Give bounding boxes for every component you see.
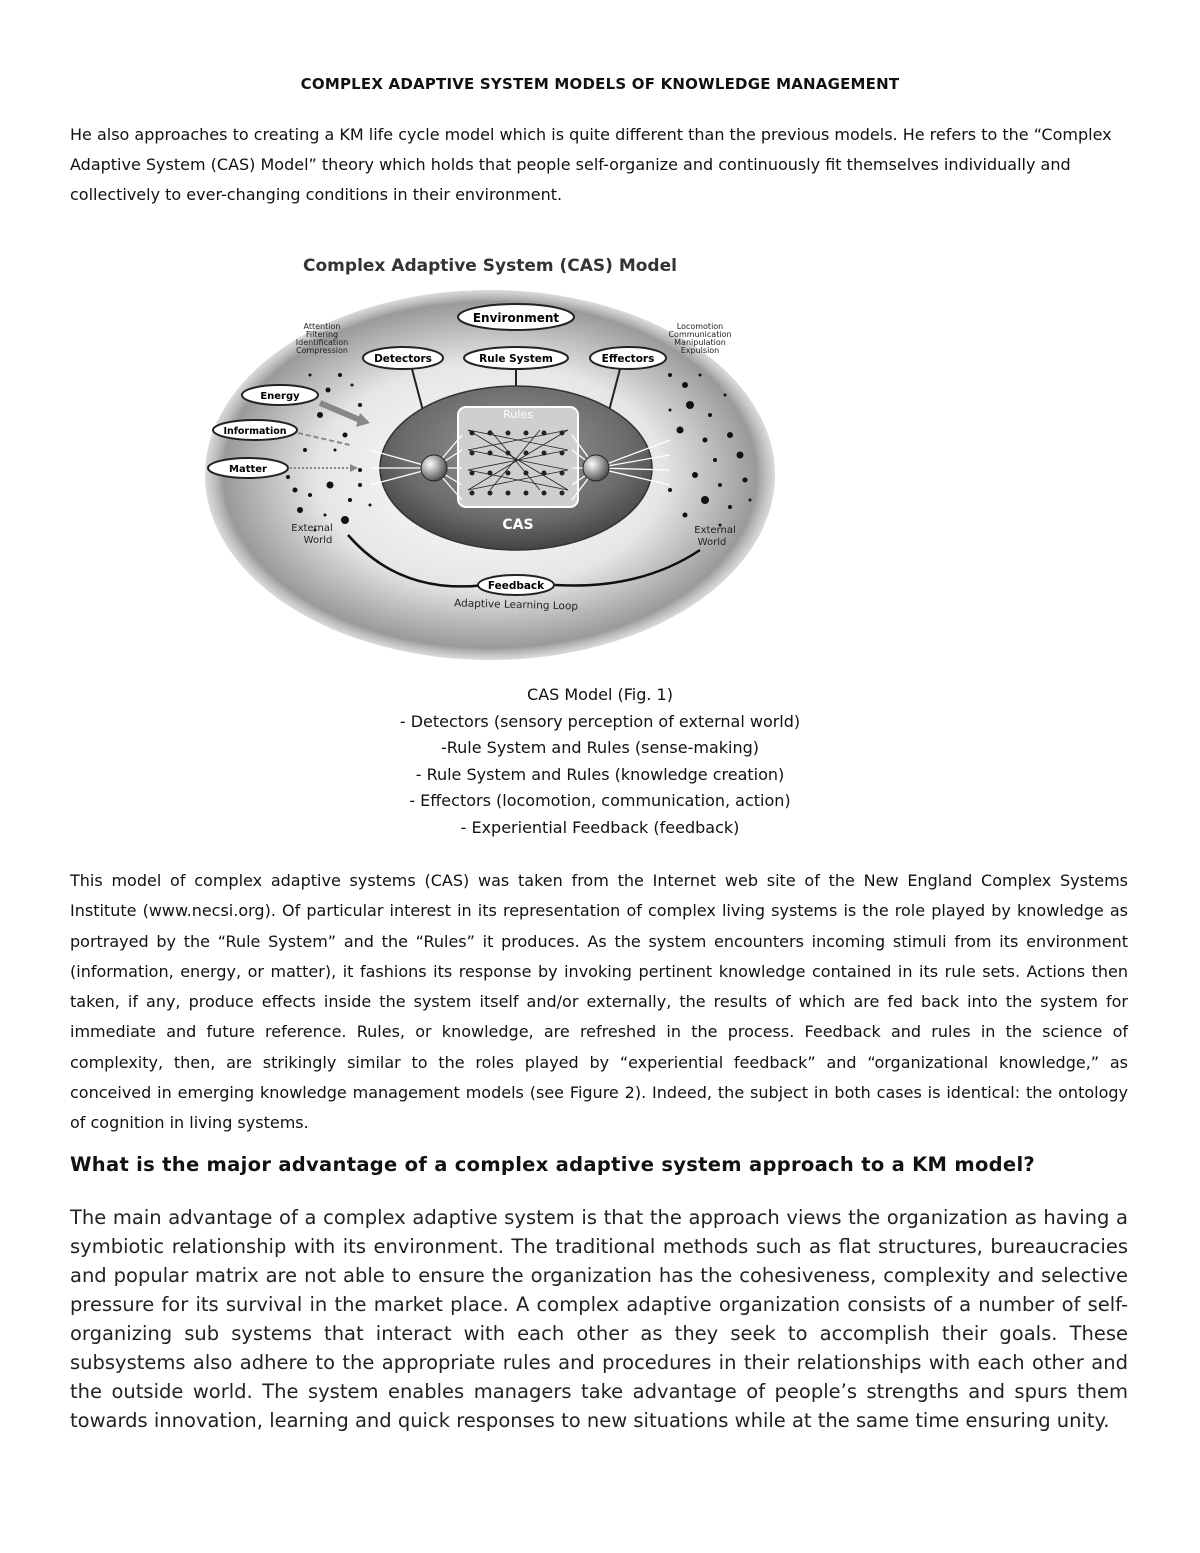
- svg-text:External: External: [694, 525, 736, 536]
- caption-line: - Experiential Feedback (feedback): [460, 817, 740, 837]
- figure-caption: [0, 682, 1200, 841]
- svg-text:External: External: [291, 523, 333, 534]
- svg-text:Communication: Communication: [668, 330, 732, 339]
- caption-line: CAS Model (Fig. 1): [527, 685, 673, 704]
- svg-text:Rule System: Rule System: [479, 353, 553, 365]
- cas-model-diagram: [200, 245, 780, 665]
- environment-label: [458, 304, 574, 330]
- svg-text:Manipulation: Manipulation: [674, 338, 726, 347]
- detector-functions: [296, 322, 348, 355]
- feedback-label: [478, 575, 554, 595]
- caption-line: - Rule System and Rules (knowledge creation): [415, 764, 785, 784]
- cas-label: CAS: [502, 517, 534, 533]
- question-heading: What is the major advantage of a complex adaptive system approach to a KM model?: [70, 1153, 1036, 1176]
- svg-text:Information: Information: [223, 426, 287, 437]
- caption-line: - Effectors (locomotion, communication, action): [409, 791, 791, 810]
- cas-model-figure: [200, 245, 780, 665]
- svg-text:Energy: Energy: [260, 391, 300, 402]
- document-title: COMPLEX ADAPTIVE SYSTEM MODELS OF KNOWLEDGE MANAGEMENT: [300, 75, 900, 93]
- svg-text:Compression: Compression: [296, 346, 348, 355]
- adaptive-learning-loop-label: Adaptive Learning Loop: [453, 597, 579, 613]
- input-energy: [242, 385, 318, 405]
- svg-text:Environment: Environment: [472, 311, 560, 325]
- svg-text:Filtering: Filtering: [305, 330, 339, 339]
- rule-system-label: [464, 347, 568, 369]
- figure-title: Complex Adaptive System (CAS) Model: [303, 256, 677, 276]
- caption-line: - Detectors (sensory perception of external world): [399, 711, 801, 731]
- effector-node: [583, 455, 609, 481]
- svg-text:World: World: [697, 537, 727, 548]
- answer-paragraph: The main advantage of a complex adaptive system is that the approach views the organization as having a symbiotic relationship with its environment. The traditional methods such as flat structures, bureaucracies and popular matrix are not able to ensure the organization has the cohesiveness, complexity and selective pressure for its survival in the market place. A complex adaptive organization consists of a number of self-organizing sub systems that interact with each other as they seek to accomplish their goals. These subsystems also adhere to the appropriate rules and procedures in their relationships with each other and the outside world. The system enables managers take advantage of people’s strengths and spurs them towards innovation, learning and quick responses to new situations while at the same time ensuring unity.: [70, 1206, 1128, 1432]
- input-information: [213, 420, 297, 440]
- caption-line: -Rule System and Rules (sense-making): [440, 738, 760, 757]
- intro-paragraph: He also approaches to creating a KM life cycle model which is quite different than the previous models. He refers to the “Complex Adaptive System (CAS) Model” theory which holds that people self-organize and continuously fit themselves individually and collectively to ever-changing conditions in their environment.: [70, 125, 1112, 204]
- rules-box: [458, 407, 578, 507]
- body-paragraph: This model of complex adaptive systems (CAS) was taken from the Internet web site of the New England Complex Systems Institute (www.necsi.org). Of particular interest in its representation of complex living systems is the role played by knowledge as portrayed by the “Rule System” and the “Rules” it produces. As the system encounters incoming stimuli from its environment (information, energy, or matter), it fashions its response by invoking pertinent knowledge contained in its rule sets. Actions then taken, if any, produce effects inside the system itself and/or externally, the results of which are fed back into the system for immediate and future reference. Rules, or knowledge, are refreshed in the process. Feedback and rules in the science of complexity, then, are strikingly similar to the roles played by “experiential feedback” and “organizational knowledge,” as conceived in emerging knowledge management models (see Figure 2). Indeed, the subject in both cases is identical: the ontology of cognition in living systems.: [70, 871, 1128, 1133]
- svg-text:Feedback: Feedback: [487, 580, 545, 592]
- svg-text:Expulsion: Expulsion: [680, 346, 720, 355]
- detector-node: [421, 455, 447, 481]
- detectors-label: [363, 347, 443, 369]
- input-matter: [208, 458, 288, 478]
- svg-text:Effectors: Effectors: [601, 353, 655, 365]
- effectors-label: [590, 347, 666, 369]
- svg-text:Rules: Rules: [503, 408, 533, 421]
- svg-text:Identification: Identification: [295, 338, 349, 347]
- svg-text:Attention: Attention: [303, 322, 341, 331]
- svg-text:Locomotion: Locomotion: [676, 322, 724, 331]
- svg-text:Detectors: Detectors: [374, 353, 432, 365]
- svg-text:World: World: [303, 535, 333, 546]
- svg-text:Matter: Matter: [229, 464, 267, 475]
